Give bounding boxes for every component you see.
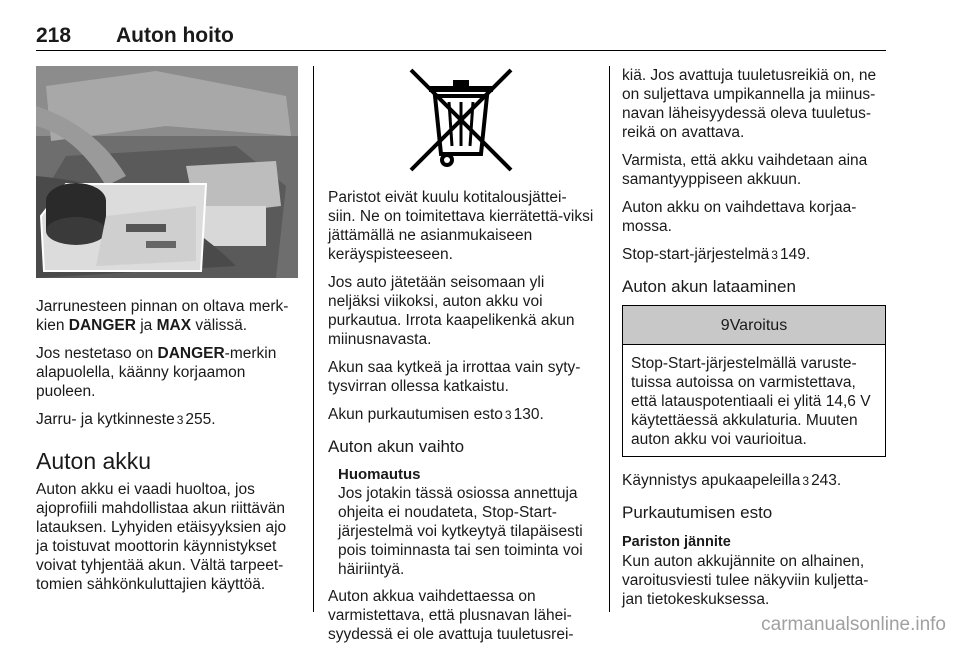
page-ref-icon: 3 [771, 248, 778, 262]
note-title: Huomautus [338, 466, 421, 483]
column-divider-1 [313, 66, 314, 612]
column-divider-2 [609, 66, 610, 612]
page-ref-icon: 3 [504, 408, 512, 422]
storage-text: Jos auto jätetään seisomaan yli neljäksi viikoksi, auton akku voi purkautua. Irrota kaapelikenkä akun miinusnavasta. [328, 274, 575, 348]
discharge-prevention-link[interactable]: Akun purkautumisen esto 3 130. [328, 406, 544, 423]
page-number: 218 [36, 24, 72, 47]
stop-start-link[interactable]: Stop-start-järjestelmä 3 149. [622, 246, 811, 263]
section-heading-battery: Auton akku [36, 448, 152, 474]
page-header [36, 24, 886, 52]
replacement-text: Auton akkua vaihdettaessa on varmistettava, että plusnavan lähei-syydessä ei ole avattuja tuuletusrei- [328, 588, 574, 643]
column-3 [622, 66, 886, 618]
same-type-text: Varmista, että akku vaihdetaan aina samantyyppiseen akkuun. [622, 152, 868, 188]
brake-fluid-reservoir-photo [36, 66, 298, 278]
page-ref-icon: 3 [176, 413, 184, 427]
jump-start-link[interactable]: Käynnistys apukaapeleilla 3 243. [622, 472, 842, 489]
page-title: Auton hoito [116, 24, 234, 47]
watermark: carmanualsonline.info [761, 614, 946, 635]
page-ref-icon: 3 [802, 474, 810, 488]
brake-fluid-link[interactable]: Jarru- ja kytkinneste 3 255. [36, 411, 216, 428]
section-heading-discharge-prevention: Purkautumisen esto [622, 503, 773, 522]
note-block [328, 465, 594, 579]
note-text: Jos jotakin tässä osiossa annettuja ohjeita ei noudateta, Stop-Start-järjestelmä voi kytkeytyä tilapäisesti pois toiminnasta tai sen toiminta voi häiriintyä. [338, 485, 583, 578]
battery-maintenance-text: Auton akku ei vaadi huoltoa, jos ajoprofiili mahdollistaa akun riittävän latauksen. Lyhyiden etäisyyksien ajo ja toistuvat moottorin käynnistykset voivat tyhjentää akun. Vältä tarpeet-tomien sähkönkuluttajien käyttöä. [36, 481, 287, 593]
crossed-out-bin-icon [405, 66, 517, 176]
workshop-text: Auton akku on vaihdettava korjaa-mossa. [622, 199, 857, 235]
ignition-text: Akun saa kytkeä ja irrottaa vain syty-tysvirran ollessa katkaistu. [328, 359, 581, 395]
vent-holes-text: kiä. Jos avattuja tuuletusreikiä on, ne on suljettava umpikannella ja miinus-navan läheisyydessä oleva tuuletus-reikä on avattava. [622, 67, 877, 141]
warning-box [622, 305, 886, 457]
section-heading-charging: Auton akun lataaminen [622, 277, 796, 296]
sub-heading-battery-voltage: Pariston jännite [622, 534, 731, 550]
warning-text: Stop-Start-järjestelmällä varuste-tuissa autoissa on varmistettava, että latauspotentiaali ei ylitä 14,6 V käytettäessä akkulaturia. Muuten auton akku voi vaurioitua. [631, 355, 871, 448]
column-2 [328, 66, 594, 653]
column-1 [36, 66, 301, 603]
low-voltage-text: Kun auton akkujännite on alhainen, varoitusviesti tulee näkyviin kuljetta-jan tietokeskuksessa. [622, 553, 869, 608]
warning-title: Varoitus [729, 316, 788, 334]
warning-triangle-icon: 9 [720, 316, 730, 334]
disposal-text: Paristot eivät kuulu kotitalousjättei-siin. Ne on toimitettava kierrätettä-viksi jättämällä ne asianmukaiseen keräyspisteeseen. [328, 189, 594, 263]
warning-header [623, 306, 885, 345]
header-rule [36, 50, 886, 51]
low-fluid-text: Jos nestetaso on DANGER-merkin alapuolella, käänny korjaamon puoleen. [36, 345, 277, 400]
section-heading-battery-replacement: Auton akun vaihto [328, 437, 465, 456]
brake-fluid-level-text: Jarrunesteen pinnan on oltava merk-kien DANGER ja MAX välissä. [36, 298, 289, 334]
